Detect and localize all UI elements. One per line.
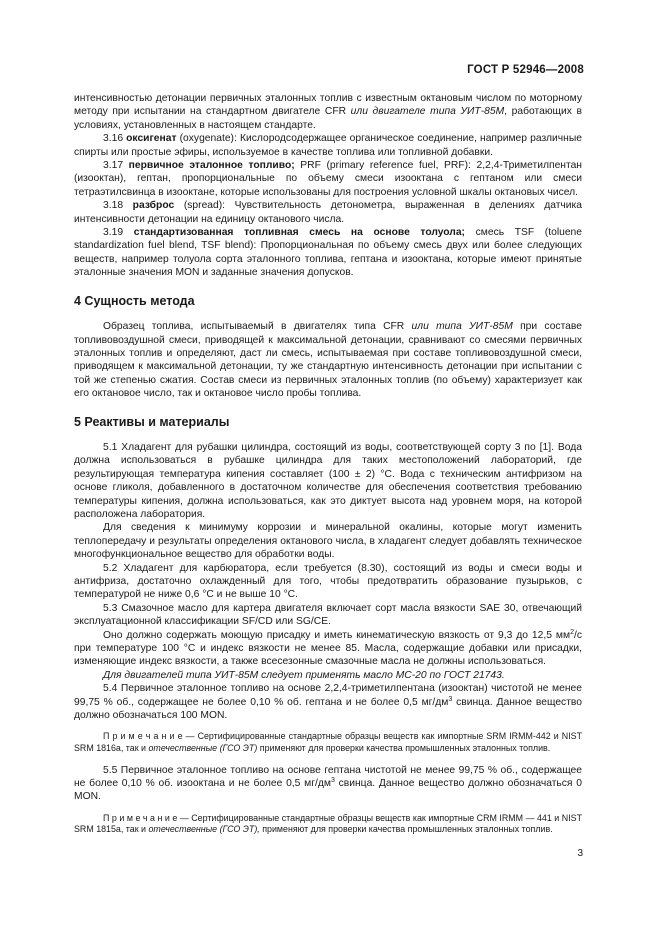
definition-3-16: 3.16 оксигенат (oxygenate): Кислородсодержащее органическое соединение, например различные спирты или простые эфиры, используемое в качестве топлива или топливной добавки. xyxy=(74,133,582,158)
note-label: П р и м е ч а н и е xyxy=(103,731,183,742)
section-4-heading: 4 Сущность метода xyxy=(74,293,195,308)
note-2: П р и м е ч а н и е — Сертифицированные стандартные образцы веществ как импортные CRM IRMM — 441 и NIST SRM 1815a, так и отечественные (ГСО ЭТ), применяют для проверки качества промышленных эталонных топлив. xyxy=(74,812,582,835)
paragraph-5-1-cont: Для сведения к минимуму коррозии и минеральной окалины, которые могут изменить теплопередачу и результаты определения октанового числа, в хладагент следует добавлять техническое многофункциональное вещество для обработки воды. xyxy=(74,522,582,561)
definition-3-17: 3.17 первичное эталонное топливо; PRF (primary reference fuel, PRF): 2,2,4-Триметилпентан (изооктан), гептан, пропорциональные по объему смеси изооктана с гептаном или смеси тетраэтилсвинца в изооктане, которые использованы для построения условной шкалы октановых чисел. xyxy=(74,160,582,198)
page-number: 3 xyxy=(577,848,583,859)
note-1: П р и м е ч а н и е — Сертифицированные стандартные образцы веществ как импортные SRM IRMM-442 и NIST SRM 1816a, так и отечественные (ГСО ЭТ) применяют для проверки качества промышленных эталонных топлив. xyxy=(74,731,583,754)
paragraph-5-5: 5.5 Первичное эталонное топливо на основе гептана чистотой не менее 99,75 % об., содержащее не более 0,10 % об. изооктана и не более 0,5 $мг/дм^3$ свинца. Данное вещество должно обозначаться 0 MON. xyxy=(74,764,582,803)
term: оксигенат xyxy=(126,133,177,145)
paragraph-5-4: 5.4 Первичное эталонное топливо на основе 2,2,4-триметилпентана (изооктан) чистотой не менее 99,75 % об., содержащее не более 0,10 % об. гептана и не более 0,5 $мг/дм^3$ свинца. Данное вещество должно обозначаться 100 MON. xyxy=(74,683,582,722)
paragraph-5-3-uit: Для двигателей типа УИТ-85М следует применять масло МС-20 по ГОСТ 21743. xyxy=(103,669,505,681)
term: стандартизованная топливная смесь на основе толуола; xyxy=(133,227,465,239)
paragraph-5-3-cont: Оно должно содержать моющую присадку и иметь кинематическую вязкость от 9,3 до 12,5 $мм^2/с$ при температуре 100 °С и индекс вязкости не менее 85. Масла, содержащие добавки или присадки, изменяющие индекс вязкости, а также всесезонные смазочные масла не должны использоваться. xyxy=(74,628,582,668)
note-label: П р и м е ч а н и е xyxy=(103,812,178,823)
paragraph-5-1: 5.1 Хладагент для рубашки цилиндра, состоящий из воды, соответствующей сорту 3 по [1]. Вода должна использоваться в рубашке цилиндра для таких местоположений лабораторий, где результирующая температура кипения составляет (100 ± 2) °С. Вода с техническим антифризом на основе гликоля, добавленного в достаточном количестве для обеспечения соответствия требованию температуры кипения, должна использоваться, как это диктует высота над уровнем моря, на которой расположена лаборатория. xyxy=(74,441,582,520)
section-5-heading: 5 Реактивы и материалы xyxy=(74,414,230,429)
paragraph-5-2: 5.2 Хладагент для карбюратора, если требуется (8.30), состоящий из воды и смеси воды и антифриза, достаточно охлажденный для того, чтобы предотвратить образование пузырьков, с температурой не ниже 0,6 °С и не выше 10 °С. xyxy=(74,562,582,601)
definition-3-18: 3.18 разброс (spread): Чувствительность детонометра, выраженная в делениях датчика интенсивности детонации на единицу октанового числа. xyxy=(74,200,583,225)
paragraph-continuation: интенсивностью детонации первичных эталонных топлив с известным октановым числом по моторному методу при испытании на стандартном двигателе CFR или двигателе типа УИТ-85М, работающих в условиях, установленных в настоящем стандарте. xyxy=(74,93,583,131)
definition-3-19: 3.19 стандартизованная топливная смесь на основе толуола; смесь TSF (toluene standardization fuel blend, TSF blend): Пропорциональная по объему смесь двух или более следующих веществ, например толуола сорта эталонного топлива, гептана и изооктана, которые имеют принятые эталонные значения MON и заданные значения допусков. xyxy=(74,227,583,279)
term: первичное эталонное топливо; xyxy=(128,160,295,172)
paragraph-5-3: 5.3 Смазочное масло для картера двигателя включает сорт масла вязкости SAE 30, отвечающий эксплуатационной классификации SF/CD или SG/CE. xyxy=(74,602,582,628)
document-body xyxy=(74,92,582,845)
term: разброс xyxy=(132,200,175,212)
document-header: ГОСТ Р 52946—2008 xyxy=(467,64,584,76)
section-4-paragraph: Образец топлива, испытываемый в двигателях типа CFR или типа УИТ-85М при составе топливовоздушной смеси, приводящей к максимальной детонации, сравнивают со смесями первичных эталонных топлив и определяют, даст ли смесь, испытываемая при составе топливовоздушной смеси, приводящем к максимальной детонации, ту же стандартную интенсивность детонации при испытании с той же степенью сжатия. Состав смеси из первичных эталонных топлив (по объему) характеризует как его октановое число, так и октановое число пробы топлива. xyxy=(74,321,582,400)
